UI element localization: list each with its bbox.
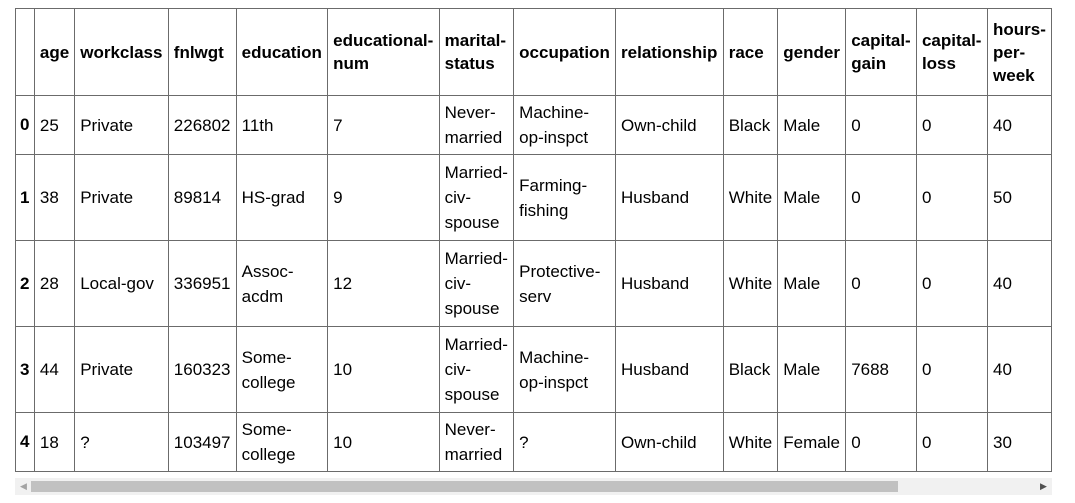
row-index: 4 <box>16 413 35 472</box>
column-header: workclass <box>75 9 169 96</box>
table-cell: 0 <box>846 413 917 472</box>
table-cell: 0 <box>916 413 987 472</box>
table-row <box>16 241 1052 327</box>
scroll-left-arrow-icon[interactable]: ◀ <box>20 481 27 491</box>
table-cell: Private <box>75 155 169 241</box>
table-cell: 12 <box>328 241 439 327</box>
table-cell: 226802 <box>168 96 236 155</box>
table-cell: 44 <box>34 327 74 413</box>
table-row <box>16 96 1052 155</box>
row-index: 3 <box>16 327 35 413</box>
column-header: fnlwgt <box>168 9 236 96</box>
table-cell: 40 <box>988 241 1052 327</box>
table-cell: 7688 <box>846 327 917 413</box>
column-header: age <box>34 9 74 96</box>
table-cell: Own-child <box>616 96 724 155</box>
table-cell: ? <box>75 413 169 472</box>
table-cell: 0 <box>846 96 917 155</box>
table-cell: White <box>723 155 778 241</box>
column-header: hours-per-week <box>988 9 1052 96</box>
table-cell: 25 <box>34 96 74 155</box>
column-header: capital-gain <box>846 9 917 96</box>
column-header: occupation <box>514 9 616 96</box>
table-cell: Assoc-acdm <box>236 241 328 327</box>
table-cell: 336951 <box>168 241 236 327</box>
table-cell: 40 <box>988 96 1052 155</box>
column-header: relationship <box>616 9 724 96</box>
table-cell: Married-civ-spouse <box>439 327 514 413</box>
table-cell: 89814 <box>168 155 236 241</box>
table-cell: 11th <box>236 96 328 155</box>
table-cell: Some-college <box>236 413 328 472</box>
table-cell: Male <box>778 96 846 155</box>
column-header: educational-num <box>328 9 439 96</box>
table-cell: White <box>723 413 778 472</box>
row-index: 0 <box>16 96 35 155</box>
column-header: education <box>236 9 328 96</box>
table-cell: HS-grad <box>236 155 328 241</box>
table-cell: Own-child <box>616 413 724 472</box>
dataframe-table <box>15 8 1052 472</box>
table-cell: Protective-serv <box>514 241 616 327</box>
table-cell: Married-civ-spouse <box>439 241 514 327</box>
table-cell: 50 <box>988 155 1052 241</box>
table-row <box>16 155 1052 241</box>
table-cell: Husband <box>616 241 724 327</box>
scroll-right-arrow-icon[interactable]: ▶ <box>1040 481 1047 491</box>
table-cell: Machine-op-inspct <box>514 96 616 155</box>
table-row <box>16 327 1052 413</box>
table-cell: Female <box>778 413 846 472</box>
table-cell: ? <box>514 413 616 472</box>
table-cell: Machine-op-inspct <box>514 327 616 413</box>
table-cell: 10 <box>328 413 439 472</box>
table-row <box>16 413 1052 472</box>
table-cell: 103497 <box>168 413 236 472</box>
table-cell: Never-married <box>439 413 514 472</box>
table-cell: Never-married <box>439 96 514 155</box>
table-cell: Some-college <box>236 327 328 413</box>
table-cell: 40 <box>988 327 1052 413</box>
table-cell: Male <box>778 327 846 413</box>
table-cell: Married-civ-spouse <box>439 155 514 241</box>
horizontal-scrollbar[interactable] <box>15 478 1052 495</box>
table-cell: Male <box>778 241 846 327</box>
table-cell: Local-gov <box>75 241 169 327</box>
table-cell: 160323 <box>168 327 236 413</box>
table-cell: 18 <box>34 413 74 472</box>
column-header: capital-loss <box>916 9 987 96</box>
table-cell: 30 <box>988 413 1052 472</box>
row-index: 2 <box>16 241 35 327</box>
table-cell: 0 <box>846 155 917 241</box>
scrollbar-thumb[interactable] <box>31 481 898 492</box>
table-cell: 28 <box>34 241 74 327</box>
table-cell: Black <box>723 327 778 413</box>
table-cell: 0 <box>846 241 917 327</box>
table-cell: 7 <box>328 96 439 155</box>
table-cell: Husband <box>616 327 724 413</box>
table-cell: 0 <box>916 327 987 413</box>
table-cell: Private <box>75 96 169 155</box>
table-cell: White <box>723 241 778 327</box>
dataframe-viewport <box>15 8 1052 476</box>
table-cell: 0 <box>916 96 987 155</box>
table-cell: 0 <box>916 241 987 327</box>
table-cell: 0 <box>916 155 987 241</box>
table-cell: Private <box>75 327 169 413</box>
column-header: race <box>723 9 778 96</box>
index-header <box>16 9 35 96</box>
table-cell: 9 <box>328 155 439 241</box>
column-header: marital-status <box>439 9 514 96</box>
table-cell: Husband <box>616 155 724 241</box>
header-row <box>16 9 1052 96</box>
table-cell: 38 <box>34 155 74 241</box>
table-cell: Male <box>778 155 846 241</box>
table-cell: Black <box>723 96 778 155</box>
column-header: gender <box>778 9 846 96</box>
table-cell: 10 <box>328 327 439 413</box>
row-index: 1 <box>16 155 35 241</box>
table-cell: Farming-fishing <box>514 155 616 241</box>
